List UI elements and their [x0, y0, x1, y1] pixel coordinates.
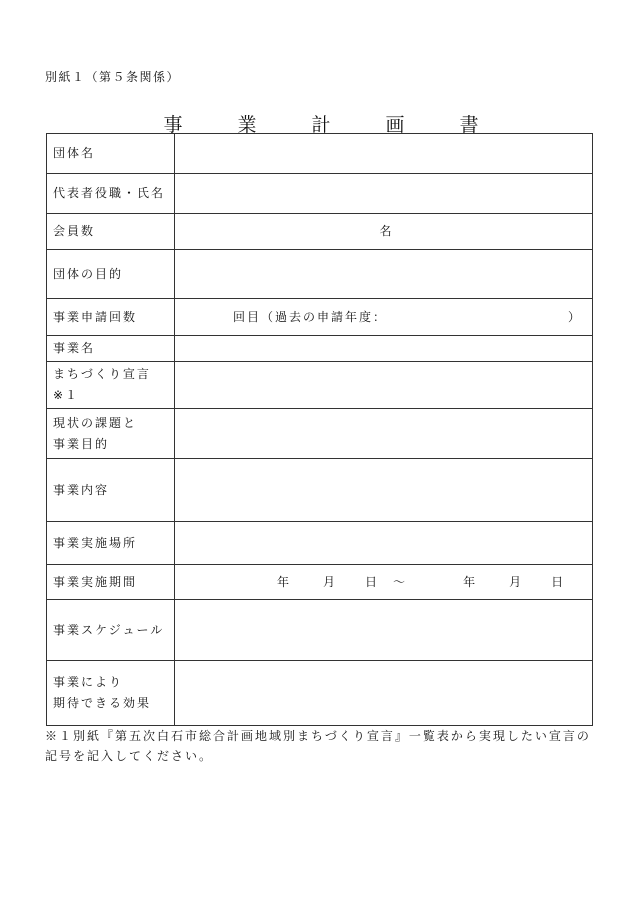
row-content: [47, 459, 593, 522]
period-year-end: 年: [463, 574, 478, 589]
row-representative: [47, 174, 593, 214]
members-field[interactable]: [175, 214, 593, 250]
issues-label-line1: 現状の課題と: [53, 415, 138, 430]
declaration-field[interactable]: [175, 362, 593, 409]
row-application-count: [47, 299, 593, 336]
row-location: [47, 522, 593, 565]
members-label: 会員数: [47, 214, 175, 250]
period-year-start: 年: [277, 574, 292, 589]
project-name-label: 事業名: [47, 336, 175, 362]
project-name-field[interactable]: [175, 336, 593, 362]
period-month-start: 月: [323, 574, 338, 589]
schedule-field[interactable]: [175, 600, 593, 661]
row-period: [47, 565, 593, 600]
application-count-label: 事業申請回数: [47, 299, 175, 336]
issues-field[interactable]: [175, 409, 593, 459]
content-field[interactable]: [175, 459, 593, 522]
members-unit: 名: [379, 224, 394, 238]
location-label: 事業実施場所: [47, 522, 175, 565]
period-day-start: 日: [365, 574, 380, 589]
purpose-label: 団体の目的: [47, 250, 175, 299]
representative-field[interactable]: [175, 174, 593, 214]
row-group-name: [47, 134, 593, 174]
period-tilde: ～: [393, 574, 408, 589]
effect-label: [47, 661, 175, 726]
group-name-label: 団体名: [47, 134, 175, 174]
row-issues: [47, 409, 593, 459]
effect-label-line1: 事業により: [53, 675, 124, 689]
application-count-text: 回目（過去の申請年度：: [233, 309, 388, 324]
period-field[interactable]: [175, 565, 593, 600]
row-schedule: [47, 600, 593, 661]
row-project-name: [47, 336, 593, 362]
declaration-label-line1: まちづくり宣言: [53, 367, 151, 381]
row-declaration: [47, 362, 593, 409]
project-plan-form: [46, 133, 593, 726]
period-month-end: 月: [509, 574, 524, 589]
schedule-label: 事業スケジュール: [47, 600, 175, 661]
issues-label: [47, 409, 175, 459]
footnote: ※１別紙『第五次白石市総合計画地域別まちづくり宣言』一覧表から実現したい宣言の記号を記入してください。: [45, 729, 591, 763]
page-title: 事 業 計 画 書: [163, 114, 497, 136]
group-name-field[interactable]: [175, 134, 593, 174]
row-effect: [47, 661, 593, 726]
location-field[interactable]: [175, 522, 593, 565]
declaration-label-line2: ※１: [53, 388, 80, 402]
application-count-field[interactable]: [175, 299, 593, 336]
application-count-close: ）: [567, 309, 582, 324]
attachment-label: 別紙１（第５条関係）: [45, 70, 181, 84]
content-label: 事業内容: [47, 459, 175, 522]
effect-field[interactable]: [175, 661, 593, 726]
row-purpose: [47, 250, 593, 299]
row-members: [47, 214, 593, 250]
declaration-label: [47, 362, 175, 409]
period-day-end: 日: [551, 574, 566, 589]
effect-label-line2: 期待できる効果: [53, 696, 152, 710]
purpose-field[interactable]: [175, 250, 593, 299]
period-label: 事業実施期間: [47, 565, 175, 600]
issues-label-line2: 事業目的: [53, 436, 110, 451]
representative-label: 代表者役職・氏名: [47, 174, 175, 214]
